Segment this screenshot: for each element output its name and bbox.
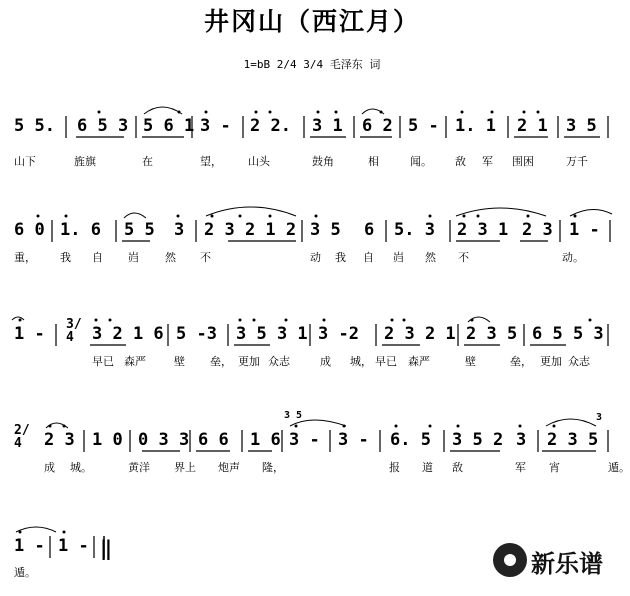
lyric: 众志 (268, 355, 290, 368)
lyric: 我 (335, 251, 346, 264)
lyric: 垒， (210, 355, 232, 368)
measure: 6 0 (14, 220, 45, 240)
notes-row (0, 423, 624, 464)
lyric: 界上 (174, 461, 196, 474)
lyric: 万千 (566, 155, 588, 168)
measure: 6 5 3 (77, 116, 129, 136)
lyric: 山头 (248, 155, 270, 168)
lyric: 不 (458, 251, 469, 264)
lyric: 炮声 (218, 461, 240, 474)
grace-note: 3 (596, 412, 603, 423)
measure: 2 1 (517, 116, 548, 136)
measure: 3 5 2 (452, 430, 504, 450)
measure: 3 2 1 6 (92, 324, 164, 344)
lyric: 旌旗 (74, 155, 96, 168)
measure: 5 5 (124, 220, 155, 240)
lyric: 山下 (14, 155, 36, 168)
measure: 6 2 (362, 116, 393, 136)
measure: 1 - (14, 324, 45, 344)
measure: 3 1 (312, 116, 343, 136)
lyric: 早已 (375, 355, 397, 368)
lyric: 敌 (452, 461, 463, 474)
score-system-4 (0, 423, 630, 490)
measure: 0 3 3 (138, 430, 190, 450)
measure: 5 6 1 (143, 116, 195, 136)
lyric: 更加 (238, 355, 260, 368)
lyric: 隆， (262, 461, 284, 474)
lyric: 我 (60, 251, 71, 264)
measure: 3 (174, 220, 185, 240)
lyric: 重， (14, 251, 36, 264)
measure: 3 5 (310, 220, 341, 240)
lyric: 宵 (549, 461, 560, 474)
lyric: 鼓角 (312, 155, 334, 168)
lyric: 在 (142, 155, 153, 168)
lyric: 早已 (92, 355, 114, 368)
lyric: 围困 (512, 155, 534, 168)
score-system-3 (0, 317, 624, 384)
lyric: 壁 (465, 355, 476, 368)
time-signature: 2/4 (14, 423, 30, 451)
song-title: 井冈山（西江月） (203, 7, 420, 36)
measure: 3 - (200, 116, 231, 136)
lyric: 相 (368, 155, 379, 168)
measure: 2 3 (522, 220, 553, 240)
measure: 1 6 (250, 430, 281, 450)
lyric: 遁。 (608, 461, 630, 474)
lyric: 然 (165, 251, 176, 264)
measure: 3 - (289, 430, 320, 450)
measure: 2 2. (250, 116, 291, 136)
lyric: 动。 (562, 251, 584, 264)
lyric: 黄洋 (128, 461, 150, 474)
measure: 6. 5 (390, 430, 431, 450)
lyric: 闻。 (410, 155, 432, 168)
lyric: 成 (320, 355, 331, 368)
lyric: 城， (350, 355, 372, 368)
lyric: 自 (92, 251, 103, 264)
lyric: 城。 (70, 461, 92, 474)
measure: 1 - (58, 536, 89, 556)
measure: 2 3 5 (547, 430, 599, 450)
lyric: 望， (200, 155, 222, 168)
lyric: 岿 (393, 251, 404, 264)
lyric: 自 (363, 251, 374, 264)
notes-row (0, 116, 624, 150)
grace-note: 3 5 (284, 410, 303, 421)
rhythm-underlines (76, 137, 603, 451)
lyric: 军 (482, 155, 493, 168)
lyric: 不 (200, 251, 211, 264)
vinyl-disc-icon (493, 543, 527, 577)
lyric: 道 (422, 461, 433, 474)
measure: 3 -2 (318, 324, 359, 344)
measure: 1. 6 (60, 220, 101, 240)
time-signature: 3/4 (66, 317, 82, 345)
lyric: 壁 (174, 355, 185, 368)
measure: 6 5 5 3 (532, 324, 604, 344)
measure: 3 5 (566, 116, 597, 136)
measure: 1 - (569, 220, 600, 240)
measure: 2 3 2 1 2 (204, 220, 297, 240)
measure: 2 3 2 1 (384, 324, 456, 344)
measure: 6 (364, 220, 375, 240)
lyric: 更加 (540, 355, 562, 368)
measure: 2 3 1 (457, 220, 509, 240)
measure: 2 3 (44, 430, 75, 450)
lyric: 遁。 (14, 566, 36, 579)
logo-text: 新乐谱 (531, 550, 603, 578)
measure: 2 3 5 (466, 324, 518, 344)
site-logo (493, 543, 623, 579)
lyric: 动 (310, 251, 321, 264)
lyric: 岿 (128, 251, 139, 264)
lyric: 成 (44, 461, 55, 474)
measure: 3 5 3 1 (236, 324, 308, 344)
lyric: 然 (425, 251, 436, 264)
score-system-1 (0, 116, 624, 176)
lyric: 众志 (568, 355, 590, 368)
lyric: 垒， (510, 355, 532, 368)
measure: 3 (516, 430, 527, 450)
measure: 5. 3 (394, 220, 435, 240)
song-key-meter-author: 1=bB 2/4 3/4 毛泽东 词 (243, 58, 381, 71)
measure: 1 - (14, 536, 45, 556)
score-system-2 (0, 220, 624, 280)
measure: 5 -3 (176, 324, 217, 344)
measure: 5 5. (14, 116, 55, 136)
lyric: 报 (389, 461, 400, 474)
measure: 6 6 (198, 430, 229, 450)
lyric: 军 (515, 461, 526, 474)
lyric: 敌 (455, 155, 466, 168)
measure: 5 - (408, 116, 439, 136)
measure: 1 0 (92, 430, 123, 450)
lyric: 森严 (408, 355, 430, 368)
measure: 1. 1 (455, 116, 496, 136)
lyric: 森严 (124, 355, 146, 368)
final-barline: ‖ (100, 536, 113, 560)
measure: 3 - (338, 430, 369, 450)
